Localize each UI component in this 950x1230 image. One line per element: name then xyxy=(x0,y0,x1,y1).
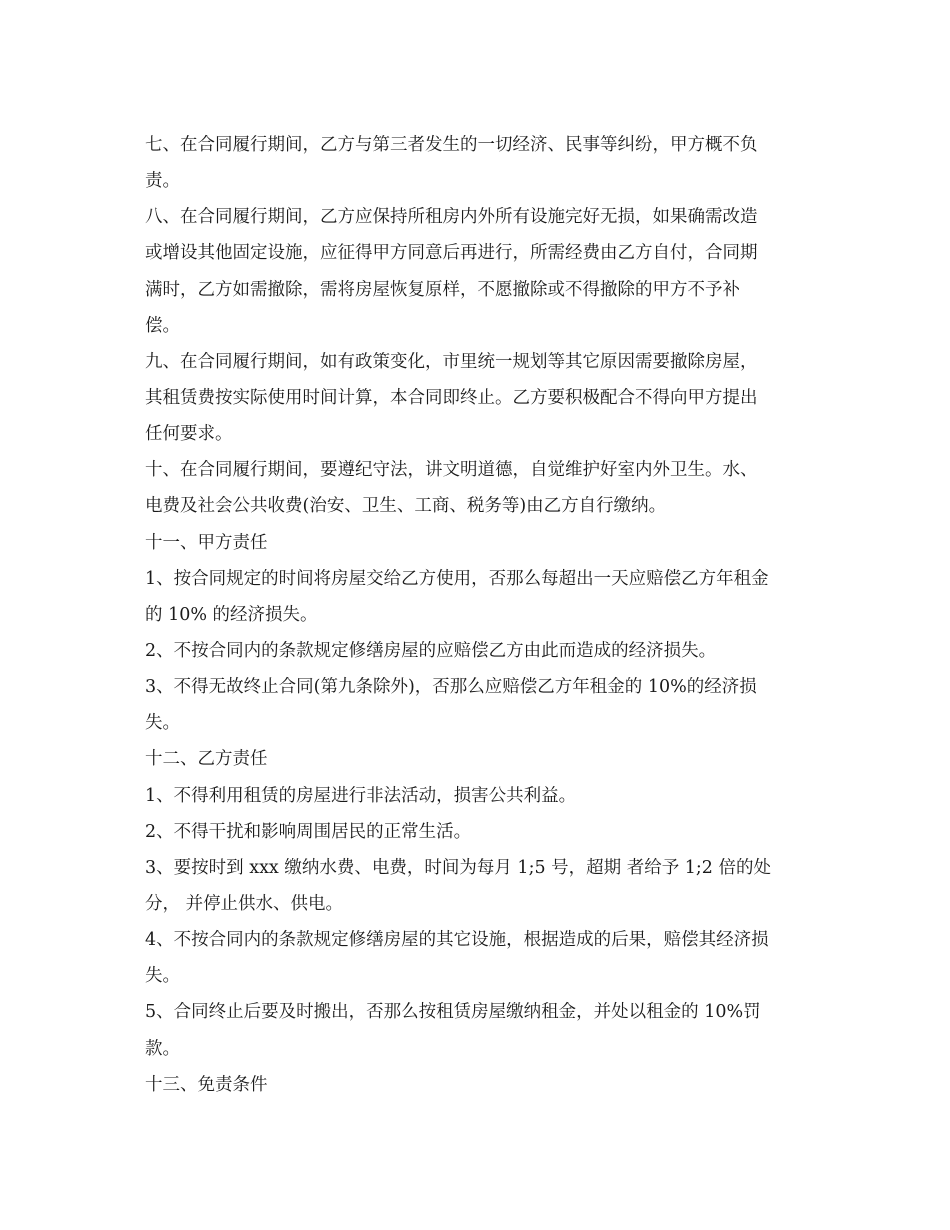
text-line: 1、不得利用租赁的房屋进行非法活动，损害公共利益。 xyxy=(145,785,577,806)
text-line: 4、不按合同内的条款规定修缮房屋的其它设施，根据造成的后果，赔偿其经济损 xyxy=(145,930,769,951)
text-line: 责。 xyxy=(145,171,180,192)
text-line: 2、不按合同内的条款规定修缮房屋的应赔偿乙方由此而造成的经济损失。 xyxy=(145,640,717,661)
text-line: 3、要按时到 xxx 缴纳水费、电费，时间为每月 1;5 号，超期 者给予 1;2 倍的处 xyxy=(145,857,772,878)
text-line: 分， 并停止供水、供电。 xyxy=(145,893,344,914)
text-line: 或增设其他固定设施，应征得甲方同意后再进行，所需经费由乙方自付，合同期 xyxy=(145,243,758,264)
text-line: 其租赁费按实际使用时间计算，本合同即终止。乙方要积极配合不得向甲方提出 xyxy=(145,387,758,408)
text-line: 的 10% 的经济损失。 xyxy=(145,604,318,625)
text-line: 满时，乙方如需撤除，需将房屋恢复原样，不愿撤除或不得撤除的甲方不予补 xyxy=(145,279,740,300)
text-line: 七、在合同履行期间，乙方与第三者发生的一切经济、民事等纠纷，甲方概不负 xyxy=(145,135,758,155)
text-line: 电费及社会公共收费(治安、卫生、工商、税务等)由乙方自行缴纳。 xyxy=(145,496,667,517)
section-heading: 十一、甲方责任 xyxy=(145,532,268,553)
text-line: 1、按合同规定的时间将房屋交给乙方使用，否那么每超出一天应赔偿乙方年租金 xyxy=(145,568,769,589)
section-heading: 十二、乙方责任 xyxy=(145,749,268,770)
text-line: 3、不得无故终止合同(第九条除外)，否那么应赔偿乙方年租金的 10%的经济损 xyxy=(145,677,757,698)
section-heading: 十三、免责条件 xyxy=(145,1074,268,1095)
document-body xyxy=(145,127,815,1103)
text-line: 2、不得干扰和影响周围居民的正常生活。 xyxy=(145,821,472,842)
text-line: 十、在合同履行期间，要遵纪守法，讲文明道德，自觉维护好室内外卫生。水、 xyxy=(145,460,758,481)
text-line: 失。 xyxy=(145,966,180,987)
text-line: 款。 xyxy=(145,1038,180,1059)
text-line: 九、在合同履行期间，如有政策变化，市里统一规划等其它原因需要撤除房屋， xyxy=(145,351,758,372)
text-line: 偿。 xyxy=(145,315,180,336)
text-line: 5、合同终止后要及时搬出，否那么按租赁房屋缴纳租金，并处以租金的 10%罚 xyxy=(145,1002,761,1023)
text-line: 失。 xyxy=(145,713,180,734)
text-line: 任何要求。 xyxy=(145,424,233,445)
text-line: 八、在合同履行期间，乙方应保持所租房内外所有设施完好无损，如果确需改造 xyxy=(145,207,758,228)
